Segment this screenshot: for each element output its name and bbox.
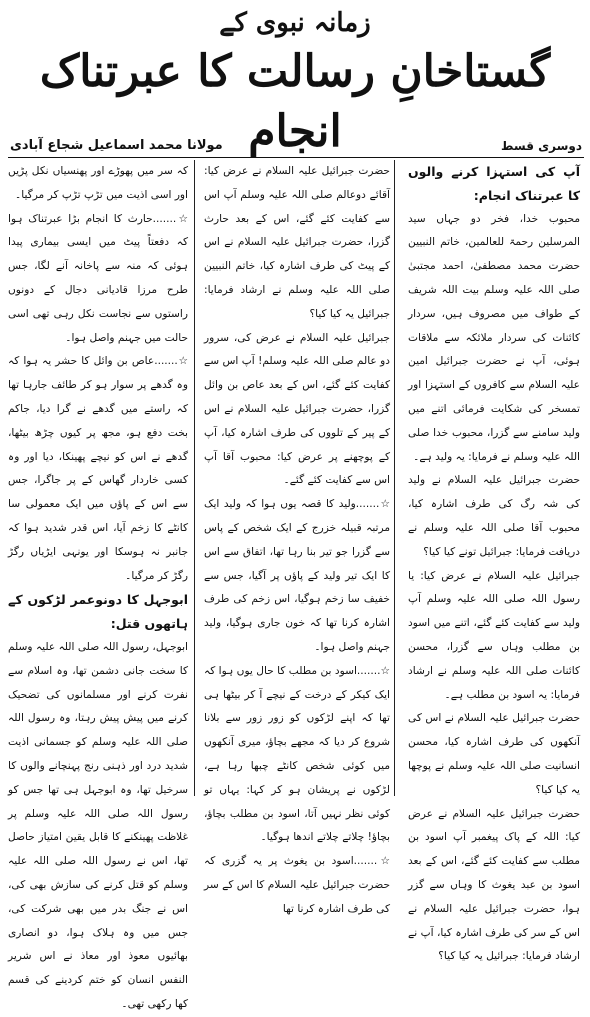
article-paragraph: حضرت جبرائیل علیہ السلام نے عرض کیا: اللہ کے پاک پیغمبر آپ اسود بن مطلب سے کفایت کئے گئے، اس کے بعد اسود بن عبد یغوث کا وہاں سے گزر ہوا، حضرت جبرائیل علیہ السلام نے اس کے سر کی طرف اشارہ کیا، آپ نے ارشاد فرمایا: جبرائیل یہ کیا کیا؟	[408, 807, 580, 963]
article-paragraph: حضرت جبرائیل علیہ السلام نے ولید کی شہ رگ کی طرف اشارہ کیا، محبوب آقا صلی اللہ علیہ وسلم نے دریافت فرمایا: جبرائیل تونے کیا کیا؟	[408, 474, 580, 558]
article-paragraph: کہ سر میں پھوڑے اور پھنسیاں نکل پڑیں اور اسی اذیت میں تڑپ تڑپ کر مرگیا۔	[8, 165, 188, 201]
headline-kicker: زمانہ نبوی کے	[219, 8, 371, 38]
author-byline: مولانا محمد اسماعیل شجاع آبادی	[10, 138, 223, 153]
column-divider	[194, 160, 195, 796]
article-paragraph: ☆.......اسود بن مطلب کا حال یوں ہوا کہ ایک کیکر کے درخت کے نیچے آ کر بیٹھا ہی تھا کہ اپنے لڑکوں کو زور زور سے بلانا شروع کر دیا کہ مجھے بچاؤ، میری آنکھوں میں کوئی شخص کانٹے چبھا رہا ہے، لڑکوں نے پریشان ہو کر کہا: یہاں تو کوئی نظر نہیں آتا، اسود بن مطلب بچاؤ، بچاؤ! چلاتے چلاتے اندھا ہوگیا۔	[204, 664, 390, 844]
section-subheading: ابوجہل کا دونوعمر لڑکوں کے ہاتھوں قتل:	[8, 592, 188, 632]
article-paragraph: حضرت جبرائیل علیہ السلام نے عرض کیا: آقائے دوعالم صلی اللہ علیہ وسلم آپ اس سے کفایت کئے گئے، اس کے بعد حارث گزرا، حضرت جبرائیل علیہ السلام نے اس کے پیٹ کی طرف اشارہ کیا، خاتم النبیین صلی اللہ علیہ وسلم نے ارشاد فرمایا: جبرائیل یہ کیا کیا؟	[204, 165, 390, 320]
article-paragraph: ابوجہل، رسول اللہ صلی اللہ علیہ وسلم کا سخت جانی دشمن تھا، وہ اسلام سے نفرت کرنے اور مسلمانوں کی تضحیک کرنے میں پیش پیش رہتا، وہ رسول اللہ صلی اللہ علیہ وسلم کو جسمانی اذیت شدید درد اور ذہنی رنج پہنچانے والوں کا سرخیل تھا، وہ ابوجہل ہی تھا جس کو رسول اللہ صلی اللہ علیہ وسلم پر غلاظت پھینکنے کا قابل یقین امتیاز حاصل تھا، اس نے رسول اللہ صلی اللہ علیہ وسلم کو قتل کرنے کی سازش بھی کی، اس نے جنگ بدر میں بھی شرکت کی، جس میں وہ ہلاک ہوا، دو انصاری بھائیوں معوذ اور معاذ نے اس شریر النفس انسان کو ختم کردینے کی قسم کھا رکھی تھی۔	[8, 640, 188, 1010]
article-paragraph: ☆.......حارث کا انجام بڑا عبرتناک ہوا کہ دفعتاً پیٹ میں ایسی بیماری پیدا ہوئی کہ منہ سے پاخانہ آنے لگا، جس طرح مرزا قادیانی دجال کے دونوں راستوں سے نجاست نکل رہی تھی اسی حالت میں جہنم واصل ہوا۔	[8, 212, 188, 344]
article-paragraph: ☆.......اسود بن یغوث پر یہ گزری کہ حضرت جبرائیل علیہ السلام کا اس کے سر کی طرف اشارہ کرنا تھا	[204, 855, 390, 915]
article-column-3	[8, 160, 188, 1010]
byline-row	[10, 136, 582, 156]
column-divider	[394, 160, 395, 796]
article-paragraph: محبوب خدا، فخر دو جہاں سید المرسلین رحمۃ للعالمین، خاتم النبیین حضرت محمد مصطفیٰ، احمد مجتبیٰ صلی اللہ علیہ وسلم بیت اللہ شریف کے طواف میں مصروف ہیں، سردار کائنات کی سردار ملائکہ سے ملاقات ہوئی، آپ نے حضرت جبرائیل امین علیہ السلام سے کافروں کے استہزا اور تمسخر کی شکایت فرمائی اتنے میں ولید سامنے سے گزرا، محبوب خدا صلی اللہ علیہ وسلم نے فرمایا: یہ ولید ہے۔	[408, 212, 580, 463]
article-paragraph: ☆.......عاص بن وائل کا حشر یہ ہوا کہ وہ گدھے پر سوار ہو کر طائف جارہا تھا کہ راستے میں گدھے نے گرا دیا، جاکم بخت دفع ہو، مجھ پر کیوں چڑھ بیٹھا، گدھے نے اس کو نیچے پھینکا، دیا اور وہ کسی خاردار گھاس کے پر جاگرا، جس سے اس کے پاؤں میں ایک معمولی سا کانٹے کا زخم آیا، اس قدر شدید ہوا کہ جانبر نہ ہوسکا اور یونہی ایڑیاں رگڑ رگڑ کر مرگیا۔	[8, 355, 188, 582]
article-column-1	[408, 160, 580, 963]
article-paragraph: جبرائیل علیہ السلام نے عرض کی، سرور دو عالم صلی اللہ علیہ وسلم! آپ اس سے کفایت کئے گئے، اس کے بعد عاص بن وائل گزرا، حضرت جبرائیل علیہ السلام نے اس کے پیر کے تلووں کی طرف اشارہ کیا، آپ کے پوچھنے پر عرض کیا: محبوب آقا آپ اس سے کفایت کئے گئے۔	[204, 331, 390, 487]
page-title: گستاخانِ رسالت کا عبرتناک انجام	[39, 46, 551, 157]
article-column-2	[204, 160, 390, 915]
episode-label: دوسری قسط	[501, 139, 582, 153]
article-paragraph: حضرت جبرائیل علیہ السلام نے اس کی آنکھوں کی طرف اشارہ کیا، محسن انسانیت صلی اللہ علیہ وسلم نے پوچھا یہ کیا کیا؟	[408, 712, 580, 796]
header-rule	[8, 157, 584, 158]
article-paragraph: جبرائیل علیہ السلام نے عرض کیا: یا رسول اللہ صلی اللہ علیہ وسلم آپ ولید سے کفایت کئے گئے، اتنے میں اسود بن مطلب وہاں سے گزرا، محسن کائنات صلی اللہ علیہ وسلم نے ارشاد فرمایا: یہ اسود بن مطلب ہے۔	[408, 569, 580, 701]
article-paragraph: ☆.......ولید کا قصہ یوں ہوا کہ ولید ایک مرتبہ قبیلہ خزرج کے ایک شخص کے پاس سے گزرا جو تیر بنا رہا تھا، اتفاق سے اس کا ایک تیر ولید کے پاؤں پر آگیا، جس سے خفیف سا زخم ہوگیا، اس زخم کی طرف اشارہ کرنا تھا کہ خون جاری ہوگیا، ولید جہنم واصل ہوا۔	[204, 498, 390, 653]
section-subheading: آپ کی استہزا کرنے والوں کا عبرتناک انجام:	[408, 164, 580, 203]
